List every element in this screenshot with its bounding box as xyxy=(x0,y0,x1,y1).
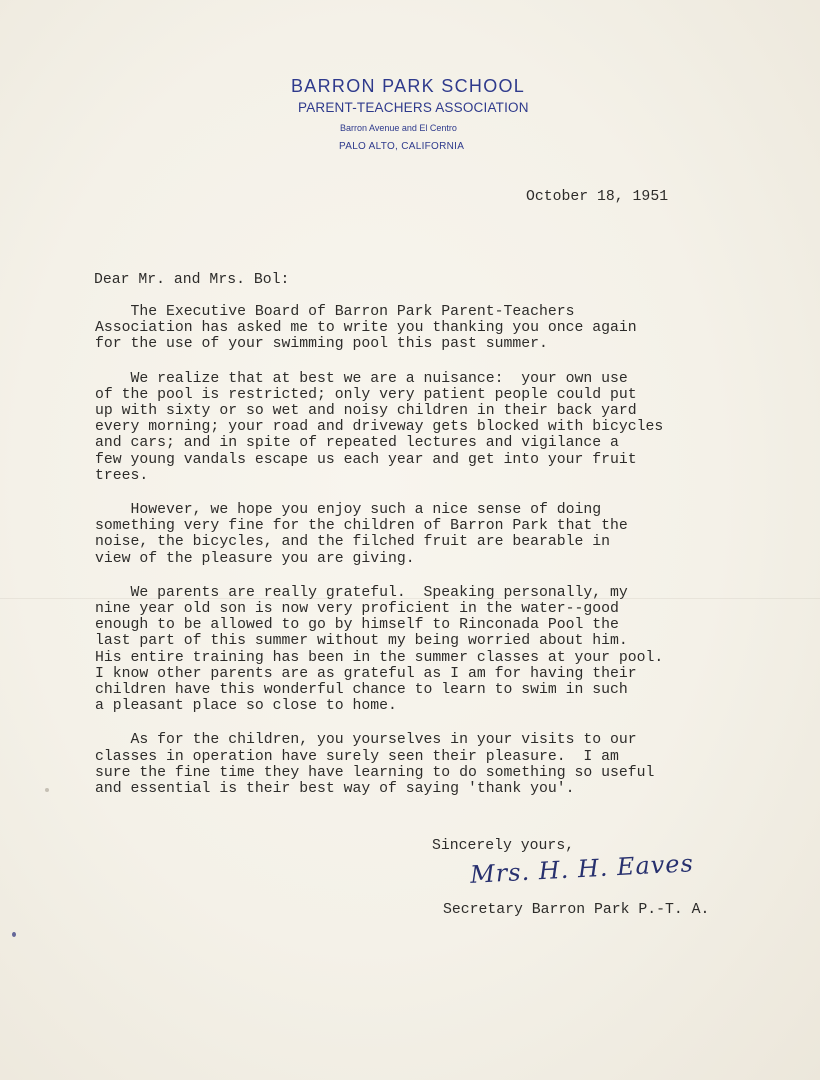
text-line: We realize that at best we are a nuisance: your own use xyxy=(95,370,628,387)
paragraph xyxy=(95,732,735,797)
text-line: nine year old son is now very proficient in the water--good xyxy=(95,601,619,618)
text-line: up with sixty or so wet and noisy children in their back yard xyxy=(95,403,637,420)
handwritten-signature: Mrs. H. H. Eaves xyxy=(469,849,695,889)
paragraph xyxy=(95,304,735,353)
text-line: and essential is their best way of saying 'thank you'. xyxy=(95,781,575,798)
text-line: every morning; your road and driveway gets blocked with bicycles xyxy=(95,419,664,436)
text-line: sure the fine time they have learning to do something so useful xyxy=(95,764,655,781)
letterhead-city: PALO ALTO, CALIFORNIA xyxy=(339,141,465,152)
salutation: Dear Mr. and Mrs. Bol: xyxy=(94,272,290,288)
text-line: However, we hope you enjoy such a nice sense of doing xyxy=(95,502,602,519)
closing: Sincerely yours, xyxy=(432,838,575,854)
paragraph xyxy=(95,371,735,484)
letterhead-school-name: BARRON PARK SCHOOL xyxy=(291,76,526,96)
text-line: something very fine for the children of Barron Park that the xyxy=(95,518,628,535)
ink-speck xyxy=(12,932,16,937)
paragraph xyxy=(95,502,735,567)
text-line: view of the pleasure you are giving. xyxy=(95,550,415,567)
signer-title: Secretary Barron Park P.-T. A. xyxy=(443,902,710,918)
text-line: trees. xyxy=(95,467,149,484)
text-line: for the use of your swimming pool this past summer. xyxy=(95,336,548,353)
text-line: The Executive Board of Barron Park Parent-Teachers xyxy=(95,304,575,320)
text-line: Association has asked me to write you thanking you once again xyxy=(95,320,637,337)
text-line: few young vandals escape us each year and get into your fruit xyxy=(95,451,637,468)
letter-date: October 18, 1951 xyxy=(526,189,669,205)
text-line: enough to be allowed to go by himself to Rinconada Pool the xyxy=(95,617,619,634)
text-line: last part of this summer without my being worried about him. xyxy=(95,633,628,650)
paragraph xyxy=(95,585,735,715)
text-line: We parents are really grateful. Speaking personally, my xyxy=(95,584,628,601)
text-line: children have this wonderful chance to learn to swim in such xyxy=(95,682,628,699)
letterhead-address: Barron Avenue and El Centro xyxy=(340,123,457,133)
letter-body xyxy=(95,304,735,815)
text-line: As for the children, you yourselves in your visits to our xyxy=(95,732,637,749)
text-line: noise, the bicycles, and the filched fruit are bearable in xyxy=(95,534,611,551)
text-line: of the pool is restricted; only very patient people could put xyxy=(95,386,637,403)
text-line: classes in operation have surely seen their pleasure. I am xyxy=(95,748,619,765)
letterhead-association: PARENT-TEACHERS ASSOCIATION xyxy=(298,100,529,115)
text-line: I know other parents are as grateful as I am for having their xyxy=(95,665,637,682)
text-line: a pleasant place so close to home. xyxy=(95,698,397,715)
text-line: and cars; and in spite of repeated lectures and vigilance a xyxy=(95,435,619,452)
paper-speck xyxy=(45,788,49,792)
text-line: His entire training has been in the summer classes at your pool. xyxy=(95,649,664,666)
